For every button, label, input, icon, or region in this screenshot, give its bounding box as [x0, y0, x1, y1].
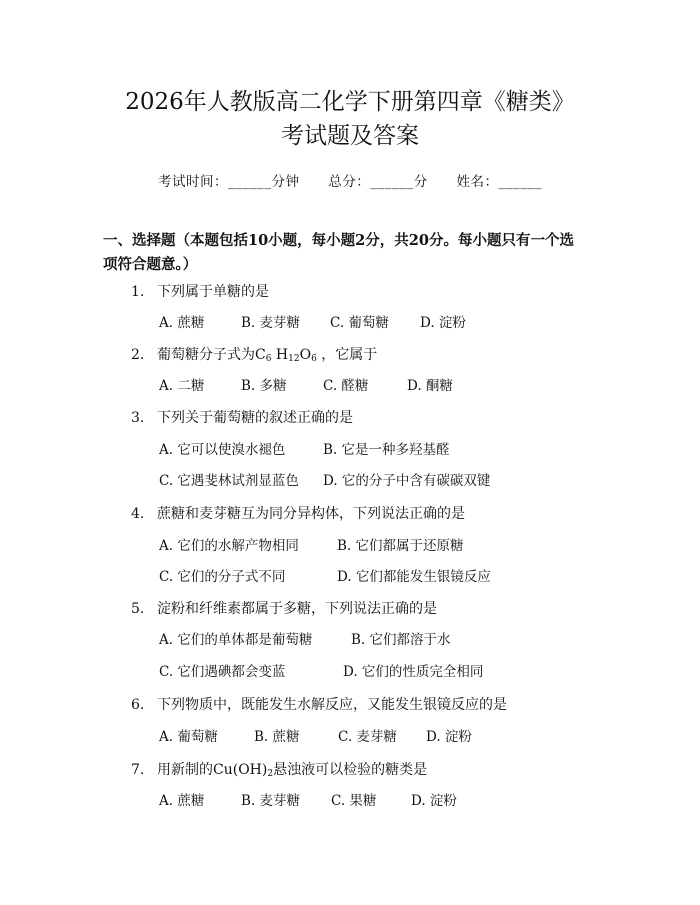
- option-a: A. 二糖: [159, 378, 205, 394]
- question-3-options-row2: [159, 471, 490, 491]
- exam-time-field: 考试时间：______分钟: [157, 174, 300, 190]
- option-b: B. 蔗糖: [254, 729, 300, 745]
- document-title-line1: 2026年人教版高二化学下册第四章《糖类》: [125, 89, 575, 115]
- option-a: A. 它们的单体都是葡萄糖: [159, 632, 313, 648]
- question-5-options-row1: [159, 630, 451, 650]
- question-7-options: [159, 791, 457, 811]
- question-2-options: [159, 376, 453, 396]
- question-1: [131, 282, 269, 302]
- option-a: A. 它们的水解产物相同: [159, 538, 299, 554]
- option-d: D. 它的分子中含有碳碳双键: [323, 473, 491, 489]
- option-a: A. 葡萄糖: [159, 729, 218, 745]
- question-number: 3.: [131, 410, 145, 426]
- question-text: 下列物质中，既能发生水解反应，又能发生银镜反应的是: [157, 697, 507, 713]
- option-d: D. 淀粉: [426, 729, 472, 745]
- question-number: 5.: [131, 601, 145, 617]
- name-field: 姓名：______: [456, 174, 543, 190]
- option-a: A. 蔗糖: [159, 793, 205, 809]
- question-text: 下列属于单糖的是: [157, 284, 269, 300]
- question-text: 蔗糖和麦芽糖互为同分异构体，下列说法正确的是: [157, 506, 465, 522]
- option-c: C. 果糖: [331, 793, 377, 809]
- option-d: D. 它们都能发生银镜反应: [337, 569, 491, 585]
- question-3-options-row1: [159, 440, 450, 460]
- question-number: 2.: [131, 347, 145, 363]
- option-c: C. 它遇斐林试剂显蓝色: [159, 473, 299, 489]
- question-5: [131, 599, 437, 619]
- option-c: C. 它们的分子式不同: [159, 569, 286, 585]
- option-a: A. 蔗糖: [159, 315, 205, 331]
- question-4-options-row1: [159, 536, 464, 556]
- option-d: D. 酮糖: [407, 378, 453, 394]
- option-c: C. 醛糖: [323, 378, 369, 394]
- question-4: [131, 504, 465, 524]
- option-d: D. 淀粉: [420, 315, 466, 331]
- question-number: 6.: [131, 697, 145, 713]
- question-text: 用新制的$Cu(OH)_2$悬浊液可以检验的糖类是: [157, 762, 428, 779]
- question-number: 4.: [131, 506, 145, 522]
- option-b: B. 它们都属于还原糖: [337, 538, 464, 554]
- section-heading: 一、选择题（本题包括10小题，每小题2分，共20分。每小题只有一个选项符合题意。）: [103, 232, 574, 273]
- total-score-field: 总分：______分: [328, 174, 428, 190]
- question-number: 1.: [131, 284, 145, 300]
- option-c: C. 麦芽糖: [338, 729, 397, 745]
- option-d: D. 淀粉: [411, 793, 457, 809]
- document-title-line2: 考试题及答案: [281, 123, 419, 149]
- option-b: B. 麦芽糖: [241, 315, 301, 331]
- question-1-options: [159, 313, 466, 333]
- option-b: B. 麦芽糖: [241, 793, 301, 809]
- option-b: B. 它是一种多羟基醛: [323, 442, 450, 458]
- option-b: B. 它们都溶于水: [351, 632, 451, 648]
- option-b: B. 多糖: [241, 378, 287, 394]
- option-c: C. 它们遇碘都会变蓝: [159, 664, 286, 680]
- option-d: D. 它们的性质完全相同: [343, 664, 484, 680]
- question-6-options: [159, 727, 472, 747]
- question-5-options-row2: [159, 662, 483, 682]
- question-6: [131, 695, 507, 715]
- option-c: C. 葡萄糖: [330, 315, 389, 331]
- question-text: 淀粉和纤维素都属于多糖，下列说法正确的是: [157, 601, 437, 617]
- question-text: 葡萄糖分子式为$C_6$ $H_{12}O_6$ ，它属于: [157, 347, 378, 364]
- option-a: A. 它可以使溴水褪色: [159, 442, 286, 458]
- question-7: [131, 760, 427, 784]
- question-2: [131, 345, 377, 369]
- question-3: [131, 408, 353, 428]
- question-text: 下列关于葡萄糖的叙述正确的是: [157, 410, 353, 426]
- question-4-options-row2: [159, 567, 491, 587]
- question-number: 7.: [131, 762, 145, 778]
- exam-info-line: [0, 170, 700, 190]
